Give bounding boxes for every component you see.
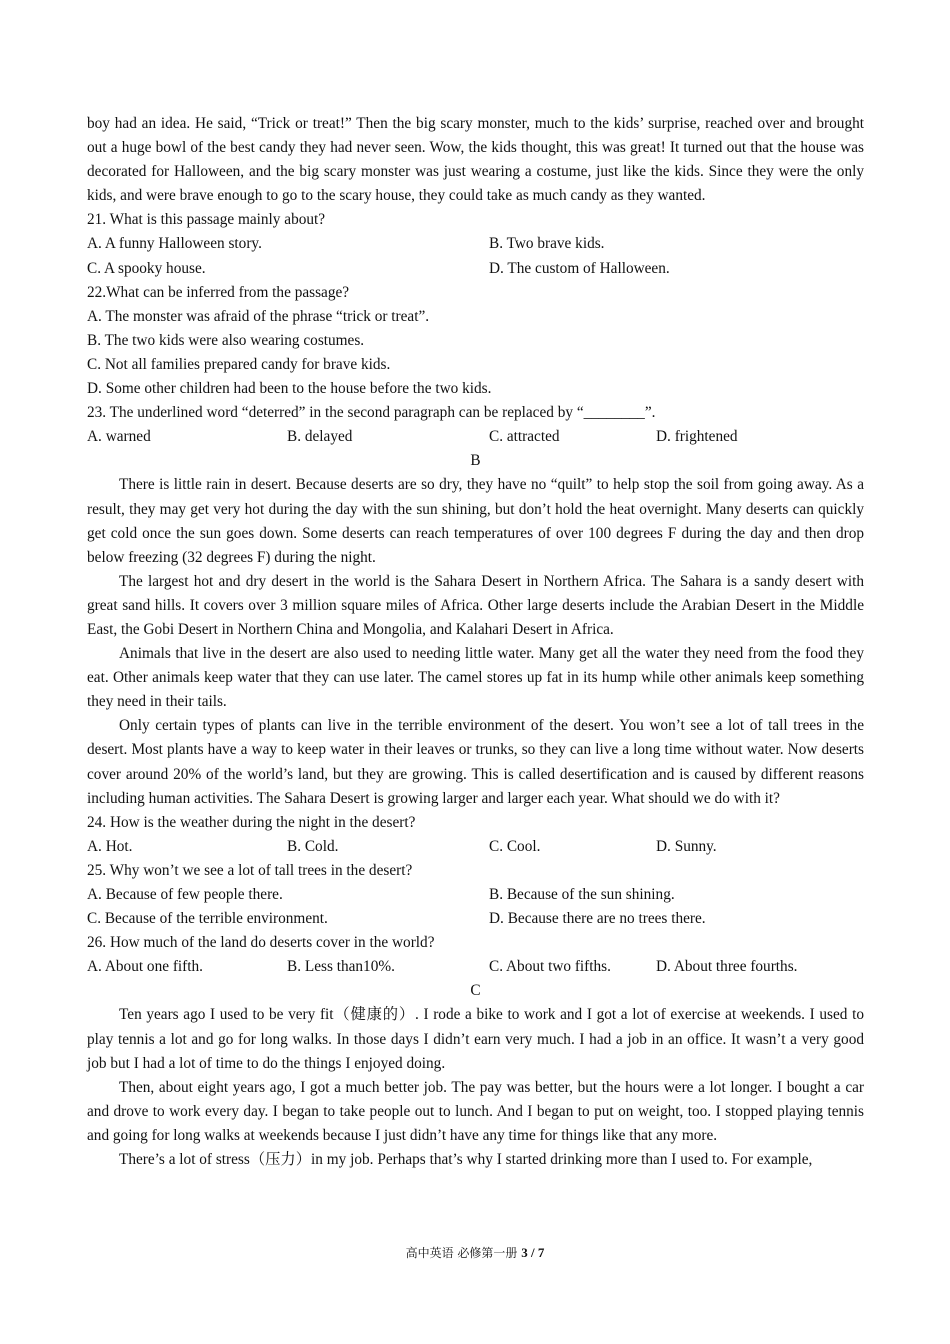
- q26-option-d: D. About three fourths.: [656, 958, 798, 976]
- footer-book-title: 高中英语 必修第一册: [405, 1246, 518, 1260]
- question-24: 24. How is the weather during the night in the desert?: [87, 813, 416, 831]
- q26-option-b: B. Less than10%.: [287, 958, 395, 976]
- question-22: 22.What can be inferred from the passage?: [87, 283, 350, 301]
- q22-option-a: A. The monster was afraid of the phrase “trick or treat”.: [87, 307, 430, 325]
- passage-c-paragraph-3: There’s a lot of stress（压力）in my job. Perhaps that’s why I started drinking more than I used to. For example,: [119, 1151, 813, 1169]
- q26-option-c: C. About two fifths.: [489, 958, 611, 976]
- q25-option-d: D. Because there are no trees there.: [489, 910, 706, 928]
- q26-options: [87, 955, 864, 979]
- q24-option-b: B. Cold.: [287, 837, 339, 855]
- q23-option-b: B. delayed: [287, 428, 353, 446]
- q23-options: [87, 425, 864, 449]
- q21-options-row-2: [87, 257, 864, 281]
- q22-option-c: C. Not all families prepared candy for brave kids.: [87, 355, 391, 373]
- q25-option-b: B. Because of the sun shining.: [489, 886, 675, 903]
- q24-options: [87, 835, 864, 859]
- q24-option-a: A. Hot.: [87, 837, 133, 855]
- page-content: [87, 112, 864, 1172]
- passage-c-paragraph-1: Ten years ago I used to be very fit（健康的）. I rode a bike to work and I got a lot of exercise at weekends. I used to play tennis a lot and go for long walks. In those days I didn’t earn very much. I had a job in an office. It wasn’t a very good job but I had a lot of time to do the things I enjoyed doing.: [87, 1006, 864, 1072]
- question-26: 26. How much of the land do deserts cover in the world?: [87, 934, 435, 952]
- passage-b-paragraph-4: Only certain types of plants can live in the terrible environment of the desert. You won’t see a lot of tall trees in the desert. Most plants have a way to keep water in their leaves or trunks, so they can live a long time without water. Now deserts cover around 20% of the world’s land, but they are growing. This is called desertification and is caused by different reasons including human activities. The Sahara Desert is growing larger and larger each year. What should we do with it?: [87, 717, 864, 807]
- q24-option-d: D. Sunny.: [656, 837, 717, 855]
- question-21: 21. What is this passage mainly about?: [87, 211, 326, 229]
- question-23: 23. The underlined word “deterred” in the second paragraph can be replaced by “________”.: [87, 404, 656, 422]
- q25-option-c: C. Because of the terrible environment.: [87, 910, 328, 928]
- q21-option-a: A. A funny Halloween story.: [87, 235, 262, 253]
- section-b-heading: B: [470, 452, 481, 470]
- passage-a-ending: boy had an idea. He said, “Trick or treat!” Then the big scary monster, much to the kids’ surprise, reached over and brought out a huge bowl of the best candy they had never seen. Wow, the kids thought, this was great! It turned out that the house was decorated for Halloween, and the big scary monster was just wearing a costume, just like the kids. Since they were the only kids, and were brave enough to go to the scary house, they could take as much candy as they wanted.: [87, 115, 864, 205]
- q23-option-a: A. warned: [87, 428, 151, 446]
- q21-option-d: D. The custom of Halloween.: [489, 259, 670, 277]
- section-c-heading: C: [470, 982, 481, 1000]
- passage-b-paragraph-3: Animals that live in the desert are also used to needing little water. Many get all the water they need from the food they eat. Other animals keep water that they can use later. The camel stores up fat in its hump while other animals keep something they need in their tails.: [87, 645, 864, 711]
- passage-c-paragraph-2: Then, about eight years ago, I got a much better job. The pay was better, but the hours were a lot longer. I bought a car and drove to work every day. I began to take people out to lunch. And I began to put on weight, too. I stopped playing tennis and going for long walks at weekends because I just didn’t have any time for things like that any more.: [87, 1078, 864, 1144]
- question-25: 25. Why won’t we see a lot of tall trees in the desert?: [87, 861, 413, 879]
- q22-option-b: B. The two kids were also wearing costumes.: [87, 331, 365, 349]
- q26-option-a: A. About one fifth.: [87, 958, 203, 976]
- q25-options-row-1: [87, 883, 864, 907]
- passage-b-paragraph-2: The largest hot and dry desert in the world is the Sahara Desert in Northern Africa. The Sahara is a sandy desert with great sand hills. It covers over 3 million square miles of Africa. Other large deserts include the Arabian Desert in the Middle East, the Gobi Desert in Northern China and Mongolia, and Kalahari Desert in Africa.: [87, 572, 864, 638]
- footer-page-number: 3 / 7: [521, 1245, 545, 1260]
- q21-option-c: C. A spooky house.: [87, 259, 206, 277]
- page-footer: [0, 1244, 950, 1261]
- q21-option-b: B. Two brave kids.: [489, 235, 605, 253]
- q21-options-row-1: [87, 232, 864, 256]
- q22-option-d: D. Some other children had been to the house before the two kids.: [87, 380, 492, 398]
- q24-option-c: C. Cool.: [489, 837, 541, 855]
- q25-options-row-2: [87, 907, 864, 931]
- q23-option-d: D. frightened: [656, 428, 738, 446]
- q23-option-c: C. attracted: [489, 428, 560, 446]
- passage-b-paragraph-1: There is little rain in desert. Because deserts are so dry, they have no “quilt” to help stop the soil from going away. As a result, they may get very hot during the day with the sun shining, but don’t hold the heat overnight. Many deserts can quickly get cold once the sun goes down. Some deserts can reach temperatures of over 100 degrees F during the day and then drop below freezing (32 degrees F) during the night.: [87, 476, 864, 566]
- q25-option-a: A. Because of few people there.: [87, 886, 283, 903]
